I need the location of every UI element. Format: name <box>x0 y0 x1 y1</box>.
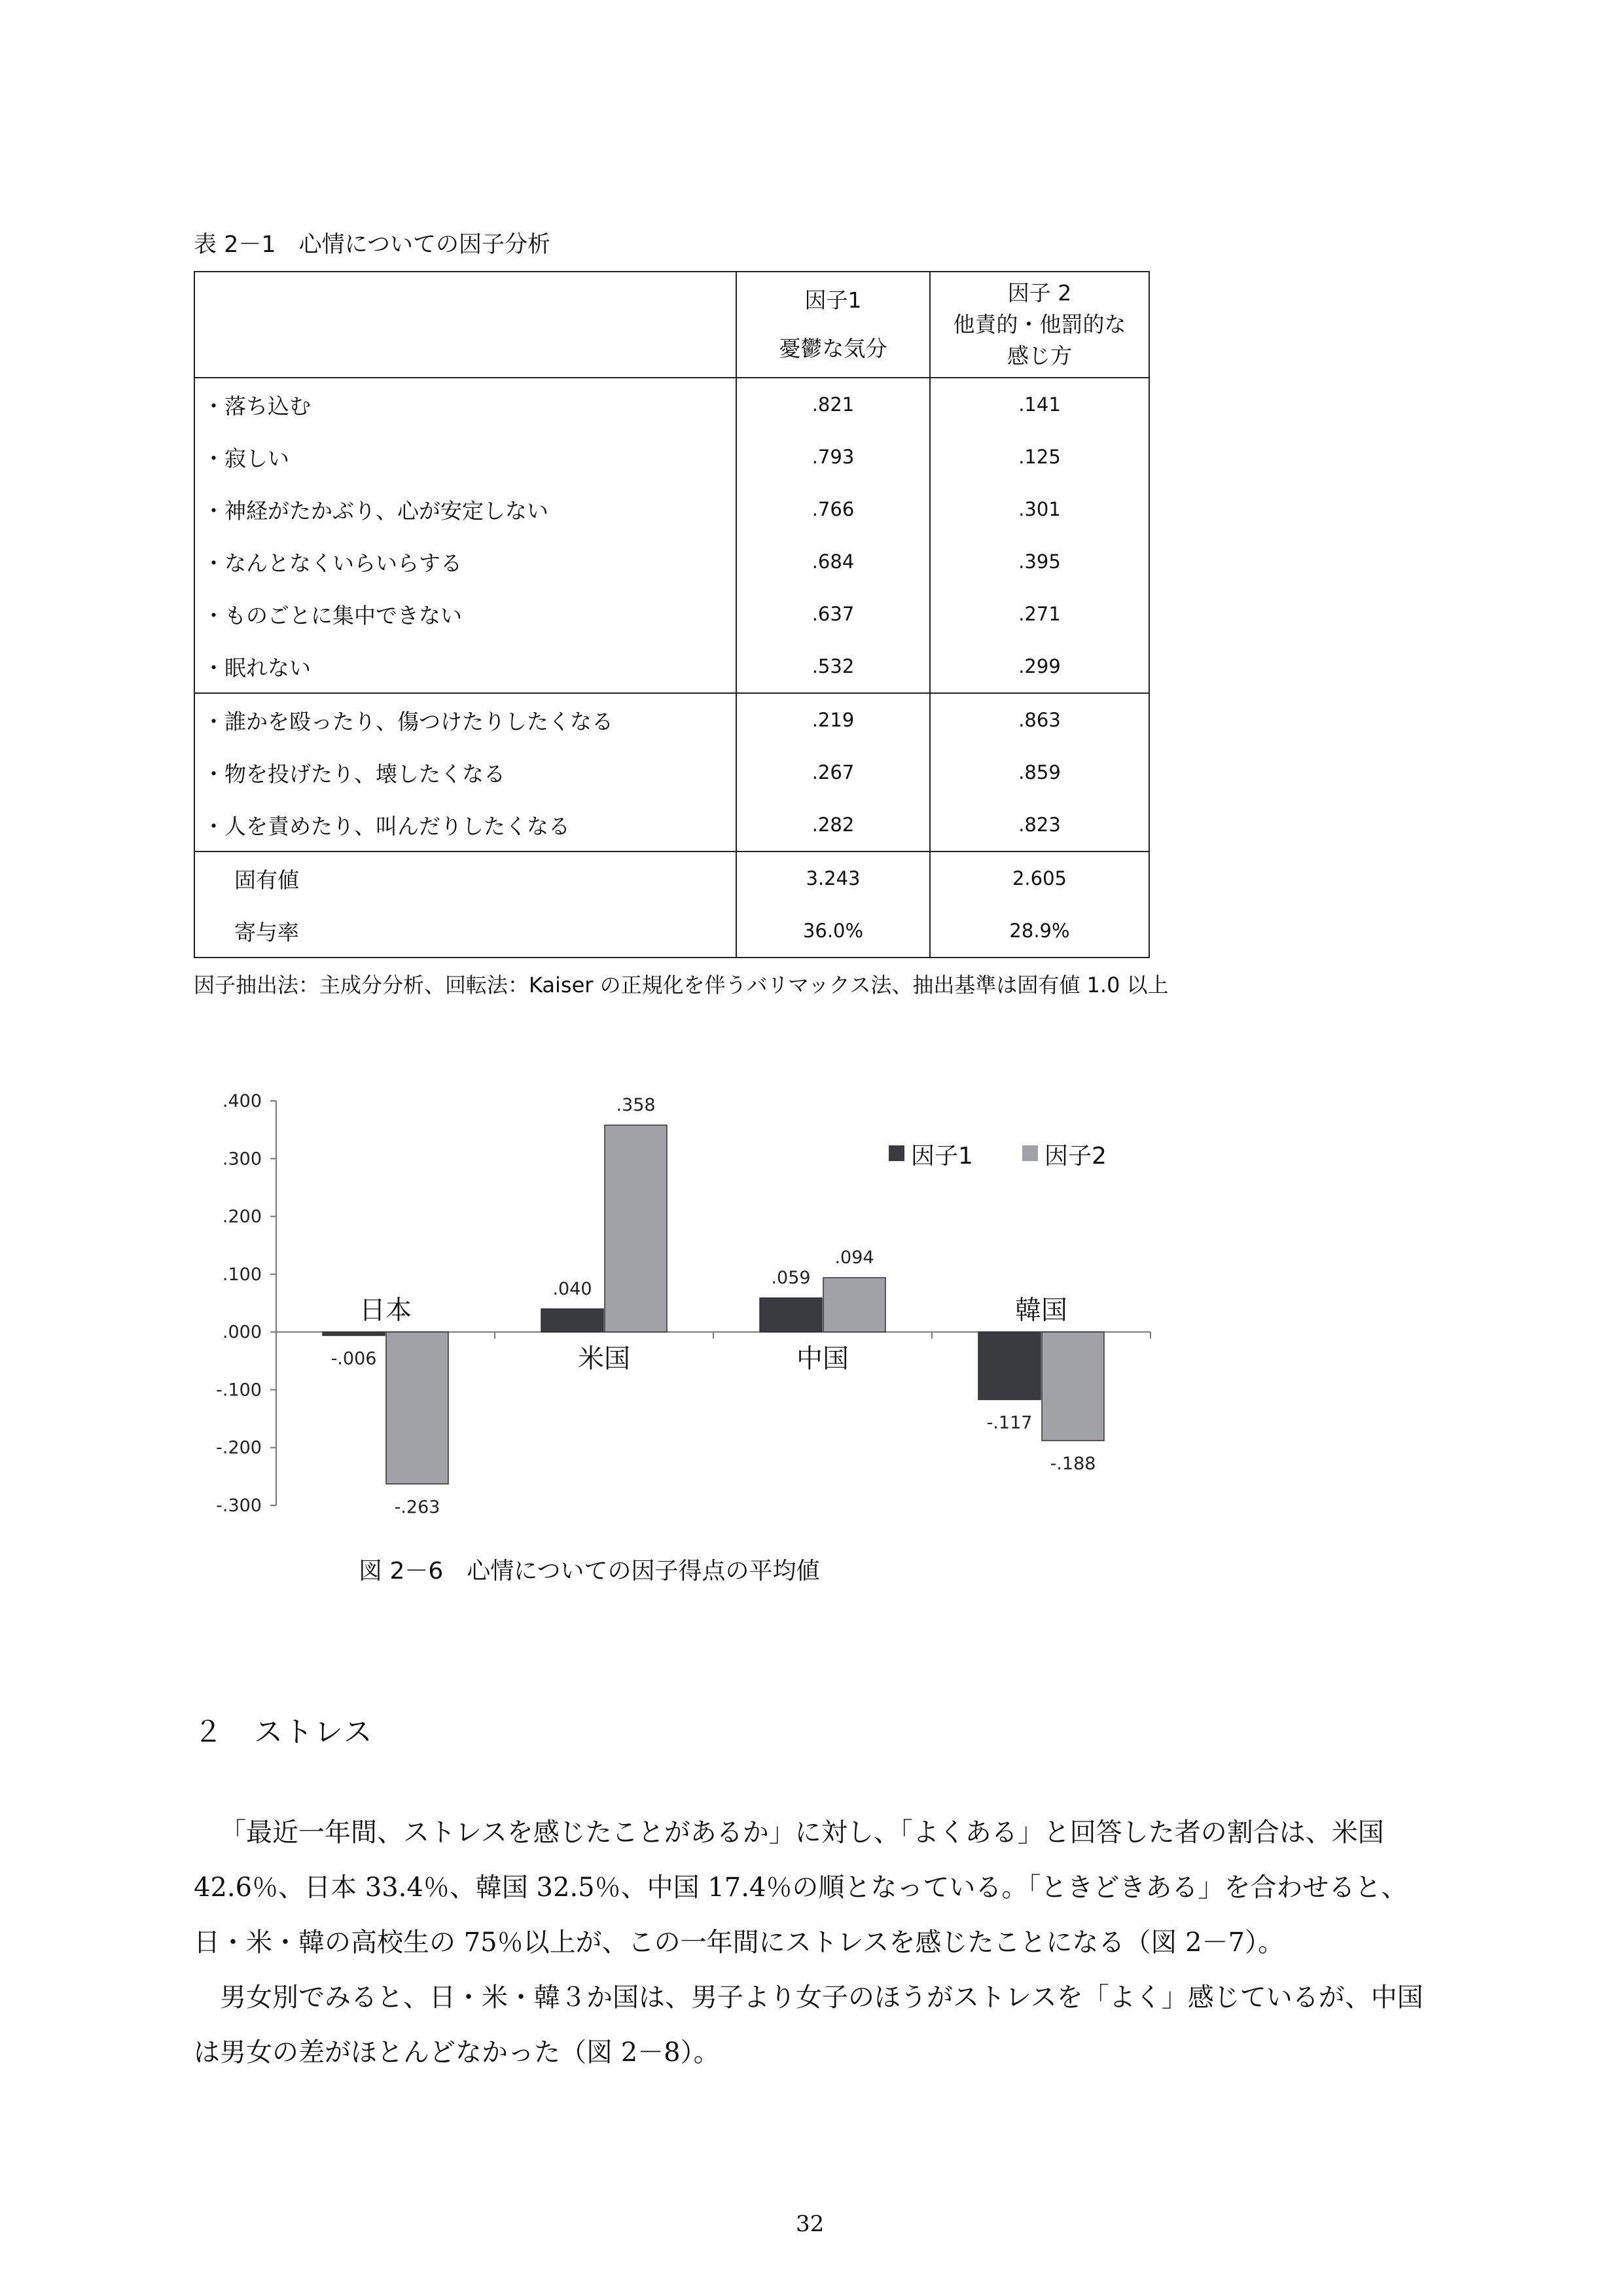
row-factor1-loading: .684 <box>736 535 930 588</box>
row-factor2-loading: .299 <box>930 640 1149 693</box>
row-label: ・寂しい <box>194 431 736 483</box>
factor2-number: 因子 2 <box>1007 280 1072 306</box>
legend-swatch-2 <box>1022 1145 1038 1161</box>
row-label: 寄与率 <box>194 905 736 958</box>
row-factor2-loading: .863 <box>930 693 1149 746</box>
bar-2-1 <box>605 1125 667 1332</box>
y-tick-label: -.100 <box>216 1380 262 1401</box>
factor2-name-line2: 感じ方 <box>1007 342 1072 368</box>
row-factor2-loading: .141 <box>930 378 1149 431</box>
row-label: ・誰かを殴ったり、傷つけたりしたくなる <box>194 693 736 746</box>
row-factor1-loading: .637 <box>736 588 930 640</box>
factor1-number: 因子1 <box>804 287 862 314</box>
legend-label: 因子1 <box>911 1143 973 1170</box>
bar-data-label: .094 <box>834 1247 874 1268</box>
legend-label: 因子2 <box>1044 1143 1107 1170</box>
table-row <box>194 588 1149 640</box>
table-row <box>194 798 1149 852</box>
bar-data-label: -.263 <box>394 1497 440 1518</box>
row-factor2-loading: .271 <box>930 588 1149 640</box>
row-label: ・なんとなくいらいらする <box>194 535 736 588</box>
row-factor1-loading: .821 <box>736 378 930 431</box>
y-tick-label: -.300 <box>216 1496 262 1516</box>
body-paragraph-1: 「最近一年間、ストレスを感じたことがあるか」に対し、「よくある」と回答した者の割合は、米国 42.6％、日本 33.4％、韓国 32.5％、中国 17.4％の順となっている。「ときどきある」を合わせると、日・米・韓の高校生の 75％以上が、この一年間にストレスを感じたことになる（図 2－7）。 <box>194 1818 1408 1958</box>
row-factor1-loading: .766 <box>736 483 930 535</box>
legend-swatch-1 <box>889 1145 904 1161</box>
header-factor2 <box>930 272 1149 378</box>
y-tick-label: .000 <box>222 1322 262 1343</box>
row-label: ・人を責めたり、叫んだりしたくなる <box>194 798 736 852</box>
bar-data-label: -.188 <box>1050 1454 1096 1475</box>
bar-data-label: .040 <box>552 1278 592 1299</box>
row-factor1-loading: .793 <box>736 431 930 483</box>
row-label: ・神経がたかぶり、心が安定しない <box>194 483 736 535</box>
bar-data-label: -.117 <box>986 1412 1033 1433</box>
row-factor2-loading: .395 <box>930 535 1149 588</box>
body-paragraph-2: 男女別でみると、日・米・韓３か国は、男子より女子のほうがストレスを「よく」感じているが、中国は男女の差がほとんどなかった（図 2－8）。 <box>194 1982 1423 2068</box>
page-number: 32 <box>796 2211 825 2237</box>
bar-2-3 <box>1042 1332 1104 1441</box>
bar-1-1 <box>541 1309 603 1332</box>
row-factor2-loading: 28.9% <box>930 905 1149 958</box>
row-factor2-loading: .823 <box>930 798 1149 852</box>
row-label: ・ものごとに集中できない <box>194 588 736 640</box>
figure-caption: 図 2－6 心情についての因子得点の平均値 <box>359 1558 820 1585</box>
bar-1-2 <box>760 1298 822 1332</box>
category-label: 韓国 <box>1015 1295 1067 1326</box>
row-factor1-loading: .532 <box>736 640 930 693</box>
row-factor1-loading: 36.0% <box>736 905 930 958</box>
header-factor1 <box>736 272 930 378</box>
table-row <box>194 431 1149 483</box>
section-heading: ２ ストレス <box>194 1715 374 1749</box>
category-label: 日本 <box>359 1295 412 1326</box>
header-empty-cell <box>194 272 736 378</box>
y-tick-label: .200 <box>222 1206 262 1227</box>
row-factor1-loading: .267 <box>736 746 930 798</box>
bar-data-label: -.006 <box>330 1348 377 1369</box>
bar-data-label: .059 <box>771 1268 811 1289</box>
table-row <box>194 852 1149 905</box>
row-label: ・物を投げたり、壊したくなる <box>194 746 736 798</box>
table-row <box>194 483 1149 535</box>
factor-analysis-table <box>194 271 1150 958</box>
table-row <box>194 746 1149 798</box>
row-factor1-loading: 3.243 <box>736 852 930 905</box>
table-row <box>194 535 1149 588</box>
y-tick-label: .400 <box>222 1091 262 1111</box>
row-factor2-loading: .125 <box>930 431 1149 483</box>
table-footnote: 因子抽出法：主成分分析、回転法：Kaiser の正規化を伴うバリマックス法、抽出基準は固有値 1.0 以上 <box>194 973 1169 997</box>
bar-1-3 <box>978 1332 1041 1399</box>
y-tick-label: .300 <box>222 1149 262 1170</box>
row-factor1-loading: .219 <box>736 693 930 746</box>
row-label: ・落ち込む <box>194 378 736 431</box>
table-caption: 表 2－1 心情についての因子分析 <box>194 232 550 258</box>
table-row <box>194 693 1149 746</box>
row-label: 固有値 <box>194 852 736 905</box>
y-tick-label: -.200 <box>216 1437 262 1458</box>
bar-2-2 <box>823 1278 885 1332</box>
row-factor2-loading: .301 <box>930 483 1149 535</box>
factor-score-chart <box>196 1073 1158 1518</box>
row-factor1-loading: .282 <box>736 798 930 852</box>
y-tick-label: .100 <box>222 1264 262 1285</box>
bar-1-0 <box>323 1332 385 1335</box>
row-factor2-loading: 2.605 <box>930 852 1149 905</box>
table-row <box>194 640 1149 693</box>
factor1-name: 憂鬱な気分 <box>779 336 887 361</box>
bar-data-label: .358 <box>616 1095 656 1116</box>
row-factor2-loading: .859 <box>930 746 1149 798</box>
bar-2-0 <box>386 1332 448 1484</box>
category-label: 米国 <box>578 1344 630 1374</box>
table-row <box>194 905 1149 958</box>
table-row <box>194 378 1149 431</box>
factor2-name-line1: 他責的・他罰的な <box>953 312 1126 338</box>
row-label: ・眠れない <box>194 640 736 693</box>
category-label: 中国 <box>796 1344 849 1374</box>
table-header-row <box>194 272 1149 378</box>
